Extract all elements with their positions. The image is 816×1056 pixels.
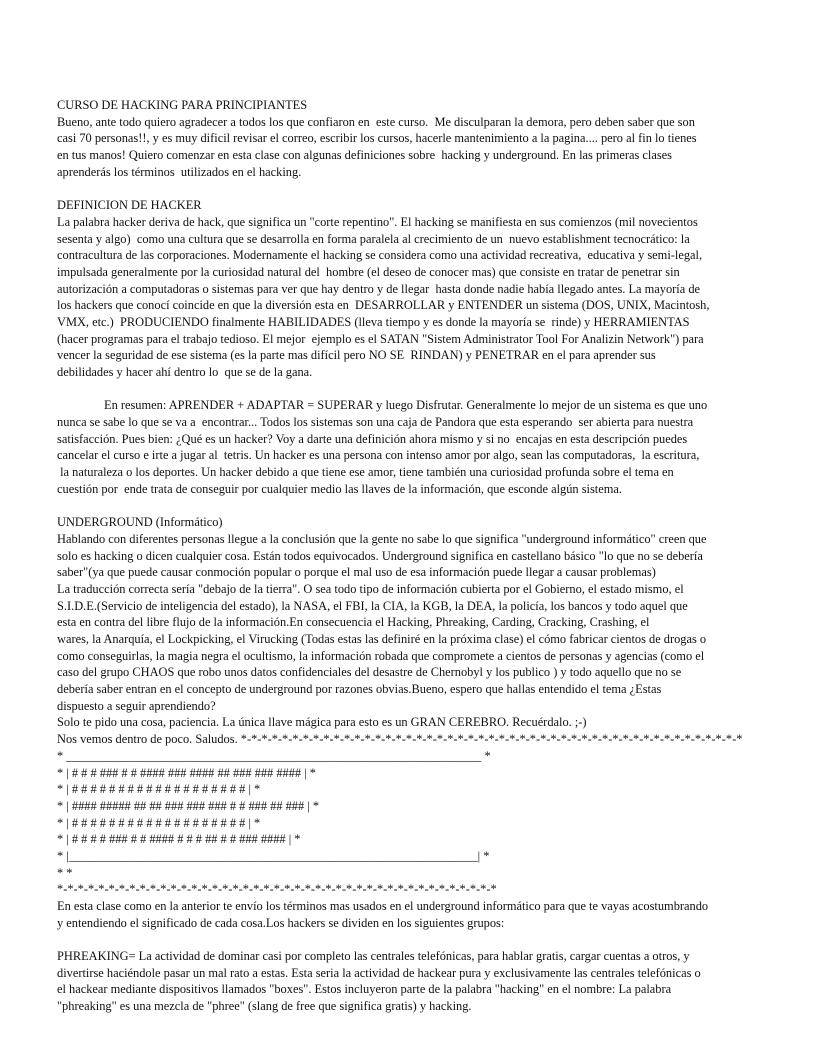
paragraph-phreaking	[57, 948, 767, 1015]
text-line: en tus manos! Quiero comenzar en esta clase con algunas definiciones sobre hacking y underground. En las primeras clases	[57, 148, 672, 163]
text-line: impulsada generalmente por la curiosidad natural del hombre (el deseo de conocer mas) que consiste en tratar de penetrar sin	[57, 264, 680, 279]
ascii-art-line: Nos vemos dentro de poco. Saludos. *-*-*-*-*-*-*-*-*-*-*-*-*-*-*-*-*-*-*-*-*-*-*-*-*-*-*-*-*-*-*-*-*-*-*-*-*-*-*-*-*-*-*-*-*-*-*-*-*	[57, 732, 743, 747]
ascii-art-line: *-*-*-*-*-*-*-*-*-*-*-*-*-*-*-*-*-*-*-*-*-*-*-*-*-*-*-*-*-*-*-*-*-*-*-*-*-*-*-*-*-*-*	[57, 882, 497, 897]
text-line: PHREAKING= La actividad de dominar casi por completo las centrales telefónicas, para hablar gratis, cargar cuentas a otros, y	[57, 949, 690, 964]
text-line: saber"(ya que puede causar conmoción popular o porque el mal uso de esa información puede llegar a causar problemas)	[57, 565, 656, 580]
paragraph-intro	[57, 97, 767, 180]
text-line: la naturaleza o los deportes. Un hacker debido a que tiene ese amor, tiene también una curiosidad profunda sobre el tema en	[57, 465, 674, 480]
text-line: La traducción correcta sería "debajo de la tierra". O sea todo tipo de información cubierta por el Gobierno, el estado mismo, el	[57, 581, 684, 596]
text-line: vencer la seguridad de ese sistema (es la parte mas difícil pero NO SE RINDAN) y PENETRAR en el para aprender sus	[57, 348, 656, 363]
text-line: contracultura de las corporaciones. Modernamente el hacking se considera como una actividad recreativa, educativa y semi-legal,	[57, 248, 703, 263]
text-line: Bueno, ante todo quiero agradecer a todos los que confiaron en este curso. Me disculparan la demora, pero deben saber que son	[57, 114, 695, 129]
text-line: La palabra hacker deriva de hack, que significa un "corte repentino". El hacking se manifiesta en sus comienzos (mil novecientos	[57, 214, 698, 229]
paragraph-gap	[57, 180, 767, 197]
text-line: Hablando con diferentes personas llegue a la conclusión que la gente no sabe lo que significa "underground informático" creen que	[57, 531, 707, 546]
text-line: debería saber entran en el concepto de underground por razones obvias.Bueno, espero que hallas entendido el tema ¿Estas	[57, 682, 662, 697]
document-page	[57, 97, 767, 1015]
text-line: casi 70 personas!!, y es muy dificil revisar el correo, escribir los cursos, hacerle mantenimiento a la pagina.... pero al fin lo tienes	[57, 131, 697, 146]
paragraph-gap	[57, 381, 767, 398]
text-line: esta en contra del libre flujo de la información.En consecuencia el Hacking, Phreaking, Carding, Cracking, Crashing, el	[57, 615, 650, 630]
paragraph-en-resumen	[57, 397, 767, 497]
paragraph-gap	[57, 931, 767, 948]
text-line: wares, la Anarquía, el Lockpicking, el Virucking (Todas estas las definiré en la próxima clase) el cómo fabricar cientos de drogas o	[57, 632, 707, 646]
text-line: el hackear mediante dispositivos llamados "boxes". Estos incluyeron parte de la palabra "hacking" en el nombre: La palabra	[57, 982, 672, 997]
section-heading: DEFINICION DE HACKER	[57, 198, 202, 213]
text-line: Solo te pido una cosa, paciencia. La única llave mágica para esto es un GRAN CEREBRO. Recuérdalo. ;-)	[57, 715, 587, 730]
text-line: solo es hacking o dicen cualquier cosa. Están todos equivocados. Underground significa en castellano básico "lo que no se debería	[57, 548, 703, 563]
ascii-art-line: * | # # # ### # # #### ### #### ## ### ### #### | *	[57, 765, 316, 780]
ascii-art-line: * *	[57, 865, 73, 880]
text-line: como conseguirlas, la magia negra el ocultismo, la información robada que compromete a cientos de personas y agencias (como el	[57, 648, 705, 663]
text-line: "phreaking" es una mezcla de "phree" (slang de free que significa gratis) y hacking.	[57, 999, 472, 1014]
section-heading: UNDERGROUND (Informático)	[57, 515, 223, 530]
ascii-art-line: * | # # # # ### # # #### # # # ## # # ### #### | *	[57, 832, 301, 847]
text-line: cuestión por ende trata de conseguir por cualquier medio las llaves de la información, que esconde algún sistema.	[57, 481, 622, 496]
text-line: divertirse haciéndole pasar un mal rato a estas. Esta seria la actividad de hackear pura y exclusivamente las centrales telefónicas o	[57, 965, 701, 980]
text-line: aprenderás los términos utilizados en el hacking.	[57, 164, 302, 179]
ascii-art-line: * | # # # # # # # # # # # # # # # # # # # | *	[57, 782, 261, 797]
ascii-art-line: * | #### ##### ## ## ### ### ### # # ### ## ### | *	[57, 798, 320, 813]
text-line: S.I.D.E.(Servicio de inteligencia del estado), la NASA, el FBI, la CIA, la KGB, la DEA, la policía, los bancos y todo aquel que	[57, 598, 688, 613]
text-line: caso del grupo CHAOS que robo unos datos confidenciales del desastre de Chernobyl y los publico ) y todo aquello que no se	[57, 665, 682, 680]
paragraph-underground	[57, 514, 767, 931]
text-line: En resumen: APRENDER + ADAPTAR = SUPERAR y luego Disfrutar. Generalmente lo mejor de un sistema es que uno	[104, 398, 708, 413]
document-title: CURSO DE HACKING PARA PRINCIPIANTES	[57, 98, 308, 112]
ascii-art-line: * |__________________________________________________________________| *	[57, 848, 490, 863]
text-line: sesenta y algo) como una cultura que se desarrolla en forma paralela al crecimiento de un nuevo establishment tecnocrático: la	[57, 231, 690, 246]
ascii-art-line: * ___________________________________________________________________ *	[57, 748, 491, 763]
ascii-art-line: * | # # # # # # # # # # # # # # # # # # # | *	[57, 815, 261, 830]
text-line: autorización a computadoras o sistemas para ver que hay dentro y de llegar hasta donde nadie había llegado antes. La mayoría de	[57, 281, 701, 296]
text-line: satisfacción. Pues bien: ¿Qué es un hacker? Voy a darte una definición ahora mismo y si no encajas en esta descripción puedes	[57, 431, 688, 446]
text-line: VMX, etc.) PRODUCIENDO finalmente HABILIDADES (lleva tiempo y es donde la mayoría se rinde) y HERRAMIENTAS	[57, 314, 690, 329]
text-line: los hackers que conocí coincide en que la diversión esta en DESARROLLAR y ENTENDER un sistema (DOS, UNIX, Macintosh,	[57, 298, 710, 313]
paragraph-definicion-hacker	[57, 197, 767, 381]
text-line: y entendiendo el significado de cada cosa.Los hackers se dividen en los siguientes grupos:	[57, 915, 505, 930]
text-line: (hacer programas para el trabajo tedioso. El mejor ejemplo es el SATAN "Sistem Administrator Tool For Analizin Network") para	[57, 331, 704, 346]
text-line: debilidades y hacer ahí dentro lo que se de la gana.	[57, 365, 313, 379]
text-line: cancelar el curso e irte a jugar al tetris. Un hacker es una persona con intenso amor por algo, sean las computadoras, la escritura,	[57, 448, 700, 463]
text-line: En esta clase como en la anterior te envío los términos mas usados en el underground informático para que te vayas acostumbrando	[57, 899, 709, 913]
text-line: nunca se sabe lo que se va a encontrar... Todos los sistemas son una caja de Pandora que esta esperando ser abierta para nuestra	[57, 415, 694, 430]
paragraph-gap	[57, 498, 767, 515]
text-line: dispuesto a seguir aprendiendo?	[57, 698, 216, 713]
